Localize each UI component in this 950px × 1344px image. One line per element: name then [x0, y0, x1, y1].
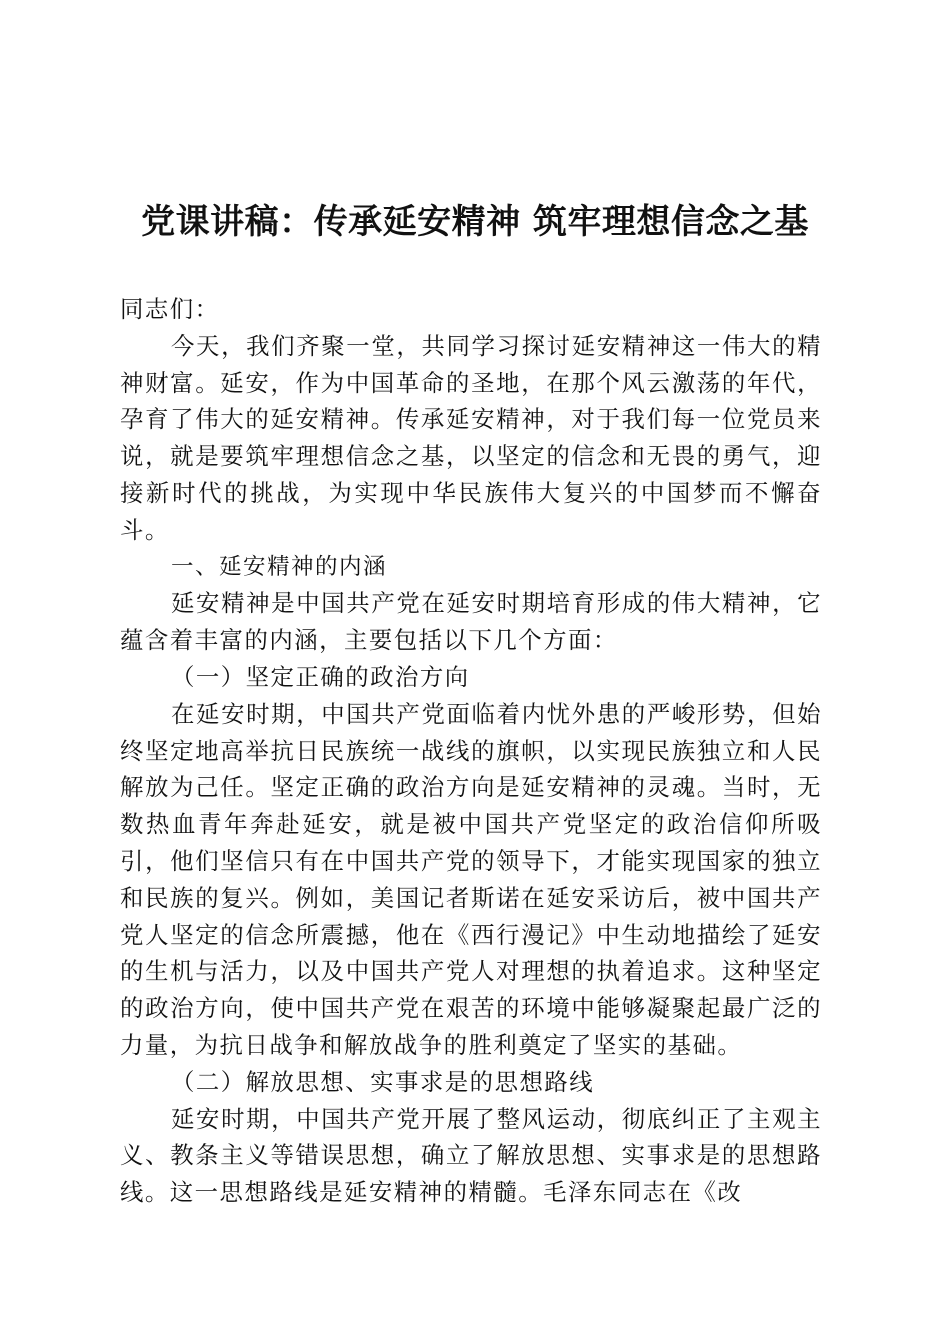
subsection-heading-1: （一）坚定正确的政治方向: [171, 662, 470, 691]
subsection-heading-2: （二）解放思想、实事求是的思想路线: [171, 1067, 595, 1096]
paragraph-subsection1: 在延安时期，中国共产党面临着内忧外患的严峻形势，但始终坚定地高举抗日民族统一战线的旗帜，以实现民族独立和人民解放为己任。坚定正确的政治方向是延安精神的灵魂。当时，无数热血青年奔赴延安，就是被中国共产党坚定的政治信仰所吸引，他们坚信只有在中国共产党的领导下，才能实现国家的独立和民族的复兴。例如，美国记者斯诺在延安采访后，被中国共产党人坚定的信念所震撼，他在《西行漫记》中生动地描绘了延安的生机与活力，以及中国共产党人对理想的执着追求。这种坚定的政治方向，使中国共产党在艰苦的环境中能够凝聚起最广泛的力量，为抗日战争和解放战争的胜利奠定了坚实的基础。: [120, 699, 822, 1059]
section-heading-1: 一、延安精神的内涵: [171, 553, 388, 580]
document-title: 党课讲稿：传承延安精神 筑牢理想信念之基: [141, 202, 809, 242]
greeting: 同志们：: [120, 295, 220, 323]
paragraph-section1-intro: 延安精神是中国共产党在延安时期培育形成的伟大精神，它蕴含着丰富的内涵，主要包括以下几个方面：: [120, 589, 822, 655]
document-body: [120, 291, 822, 1211]
paragraph-intro: 今天，我们齐聚一堂，共同学习探讨延安精神这一伟大的精神财富。延安，作为中国革命的圣地，在那个风云激荡的年代，孕育了伟大的延安精神。传承延安精神，对于我们每一位党员来说，就是要筑牢理想信念之基，以坚定的信念和无畏的勇气，迎接新时代的挑战，为实现中华民族伟大复兴的中国梦而不懈奋斗。: [120, 331, 822, 544]
paragraph-subsection2: 延安时期，中国共产党开展了整风运动，彻底纠正了主观主义、教条主义等错误思想，确立了解放思想、实事求是的思想路线。这一思想路线是延安精神的精髓。毛泽东同志在《改: [120, 1104, 822, 1207]
